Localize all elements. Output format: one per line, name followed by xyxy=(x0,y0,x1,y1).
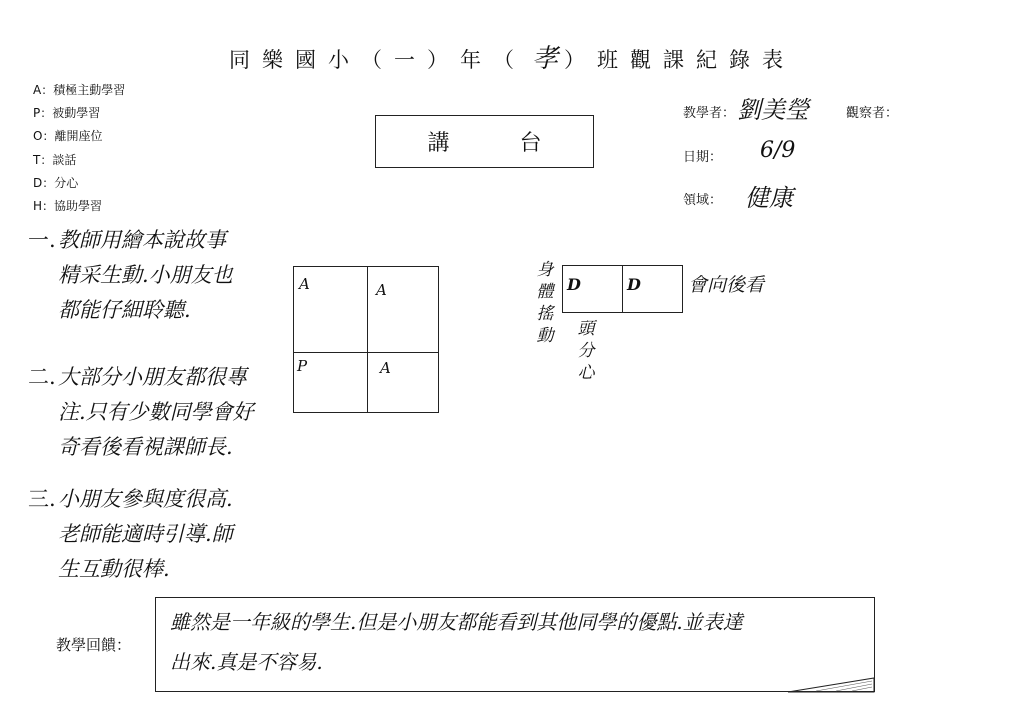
teacher-label: 教學者： xyxy=(683,106,736,121)
legend-item: O：離開座位 xyxy=(33,129,103,144)
note-number: 二. xyxy=(28,365,56,389)
legend-item: P：被動學習 xyxy=(33,106,101,121)
legend-item: D：分心 xyxy=(33,175,79,190)
seat-cell-top-left: A xyxy=(299,275,310,293)
note-number: 三. xyxy=(28,487,56,511)
note-line: 老師能適時引導.師 xyxy=(58,522,233,546)
note-number: 一. xyxy=(28,228,56,252)
behavior-legend xyxy=(33,79,125,218)
feedback-line: 出來.真是不容易. xyxy=(170,650,323,674)
side-note: 會向後看 xyxy=(688,274,765,296)
observation-note-3 xyxy=(28,482,233,587)
observation-note-2 xyxy=(28,360,254,465)
observer-label: 觀察者： xyxy=(846,106,899,121)
date-value: 6/9 xyxy=(760,138,796,163)
side-label-right: 頭分心 xyxy=(577,319,595,383)
note-line: 教師用繪本說故事 xyxy=(58,228,226,252)
seat-cell-top-right: A xyxy=(376,281,387,299)
feedback-line: 雖然是一年級的學生.但是小朋友都能看到其他同學的優點.並表達 xyxy=(170,610,743,634)
note-line: 都能仔細聆聽. xyxy=(58,298,191,322)
seat-cell-bottom-left: P xyxy=(297,357,308,375)
podium-label: 講台 xyxy=(427,131,612,156)
date-label: 日期： xyxy=(683,150,723,165)
seating-grid xyxy=(293,266,439,413)
seat-cell-bottom-right: A xyxy=(380,359,391,377)
title-suffix: ）班觀課紀錄表 xyxy=(564,48,795,72)
note-line: 生互動很棒. xyxy=(58,557,170,581)
podium-box xyxy=(375,115,612,168)
distraction-seats xyxy=(562,265,683,313)
distraction-cell-left: D xyxy=(567,275,581,294)
observation-note-1 xyxy=(28,223,233,328)
feedback-box xyxy=(155,597,875,692)
note-line: 注.只有少數同學會好 xyxy=(58,400,254,424)
distraction-cell-right: D xyxy=(627,275,641,294)
note-line: 大部分小朋友都很專 xyxy=(58,365,247,389)
note-line: 精采生動.小朋友也 xyxy=(58,263,233,287)
side-label-left: 身體搖動 xyxy=(536,260,554,346)
legend-item: T：談話 xyxy=(33,152,77,167)
legend-item: H：協助學習 xyxy=(33,199,103,214)
domain-value: 健康 xyxy=(745,184,793,212)
title-prefix: 同樂國小（一）年（ xyxy=(228,48,526,72)
page-curl-mark xyxy=(786,676,878,694)
note-line: 奇看後看視課師長. xyxy=(58,435,233,459)
title-class-handwritten: 孝 xyxy=(531,44,558,74)
domain-label: 領域： xyxy=(683,193,723,208)
teacher-value: 劉美瑩 xyxy=(737,96,809,124)
note-line: 小朋友參與度很高. xyxy=(58,487,233,511)
feedback-label: 教學回饋： xyxy=(56,636,132,654)
legend-item: A：積極主動學習 xyxy=(33,83,126,97)
page-title xyxy=(0,38,1024,75)
